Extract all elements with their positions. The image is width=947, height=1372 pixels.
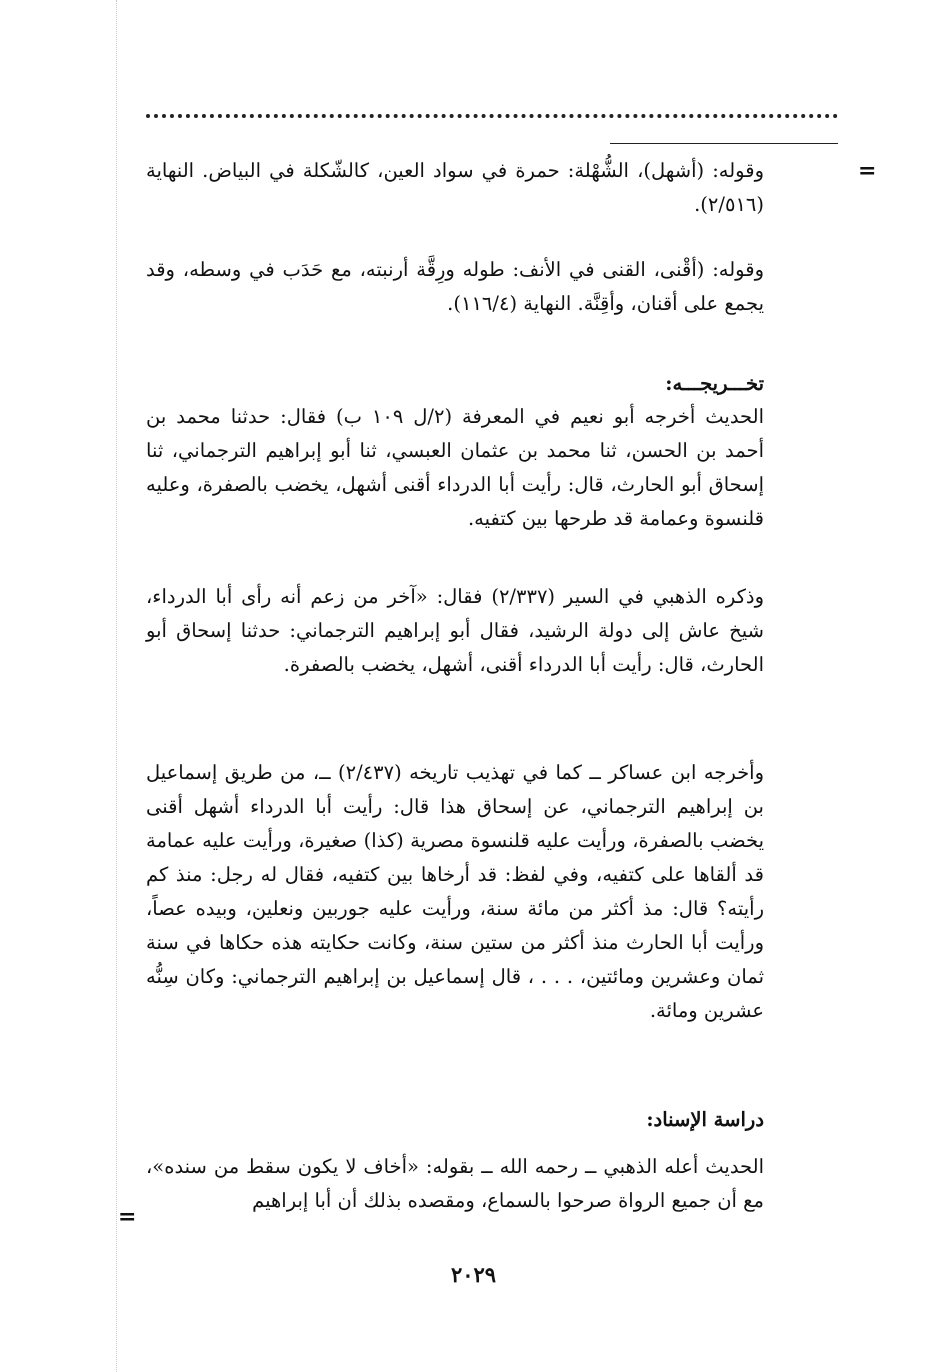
- takhrij-heading: تخـــريجـــه:: [665, 372, 764, 395]
- takhrij-paragraph-3: [146, 756, 764, 1028]
- takhrij-paragraph-2-text: وذكره الذهبي في السير (٢/٣٣٧) فقال: «آخر من زعم أنه رأى أبا الدرداء، شيخ عاش إلى دولة الرشيد، فقال أبو إبراهيم الترجماني: حدثنا إسحاق أبو الحارث، قال: رأيت أبا الدرداء أقنى، أشهل، يخضب بالصفرة.: [146, 585, 764, 676]
- footnote-aqna-text: وقوله: (أقْنى، القنى في الأنف: طوله ورِقَّة أرنبته، مع حَدَب في وسطه، وقد يجمع على أقنان، وأقِنَّة. النهاية (١١٦/٤).: [146, 258, 764, 315]
- continuation-mark-top: =: [858, 158, 877, 184]
- page-edge-line: [116, 0, 117, 1372]
- takhrij-paragraph-1: [146, 400, 764, 536]
- takhrij-paragraph-1-text: الحديث أخرجه أبو نعيم في المعرفة (٢/ل ١٠٩ ب) فقال: حدثنا محمد بن أحمد بن الحسن، ثنا محمد بن عثمان العبسي، ثنا أبو إبراهيم الترجماني، ثنا إسحاق أبو الحارث، قال: رأيت أبا الدرداء أقنى أشهل، يخضب بالصفرة، وعليه قلنسوة وعمامة قد طرحها بين كتفيه.: [146, 405, 764, 530]
- footnote-ashhal: [146, 154, 764, 222]
- isnad-heading: دراسة الإسناد:: [646, 1108, 764, 1131]
- takhrij-paragraph-3-text: وأخرجه ابن عساكر ــ كما في تهذيب تاريخه (٢/٤٣٧) ــ، من طريق إسماعيل بن إبراهيم الترجماني، عن إسحاق هذا قال: رأيت أبا الدرداء أشهل أقنى يخضب بالصفرة، ورأيت عليه قلنسوة مصرية (كذا) صغيرة، ورأيت عليه عمامة قد ألقاها على كتفيه، وفي لفظ: قد أرخاها بين كتفيه، فقال له رجل: منذ كم رأيته؟ قال: مذ أكثر من مائة سنة، ورأيت عليه جوربين ونعلين، وبيده عصاً، ورأيت أبا الحارث منذ أكثر من ستين سنة، وكانت حكايته هذه حكاها في سنة ثمان وعشرين ومائتين، . . . ، قال إسماعيل بن إبراهيم الترجماني: وكان سِنُّه عشرين ومائة.: [146, 761, 764, 1022]
- page-number: ٢٠٢٩: [450, 1262, 497, 1287]
- dotted-separator: [146, 102, 838, 118]
- isnad-paragraph-1: [146, 1150, 764, 1218]
- takhrij-paragraph-2: [146, 580, 764, 682]
- continuation-mark-bottom: =: [118, 1204, 137, 1230]
- isnad-paragraph-1-text: الحديث أعله الذهبي ــ رحمه الله ــ بقوله: «أخاف لا يكون سقط من سنده»، مع أن جميع الرواة صرحوا بالسماع، ومقصده بذلك أن أبا إبراهيم: [146, 1155, 764, 1212]
- footnote-aqna: [146, 253, 764, 321]
- footnote-rule: [610, 143, 838, 144]
- footnote-ashhal-text: وقوله: (أشهل)، الشُّهْلة: حمرة في سواد العين، كالشّكلة في البياض. النهاية (٢/٥١٦).: [146, 159, 764, 216]
